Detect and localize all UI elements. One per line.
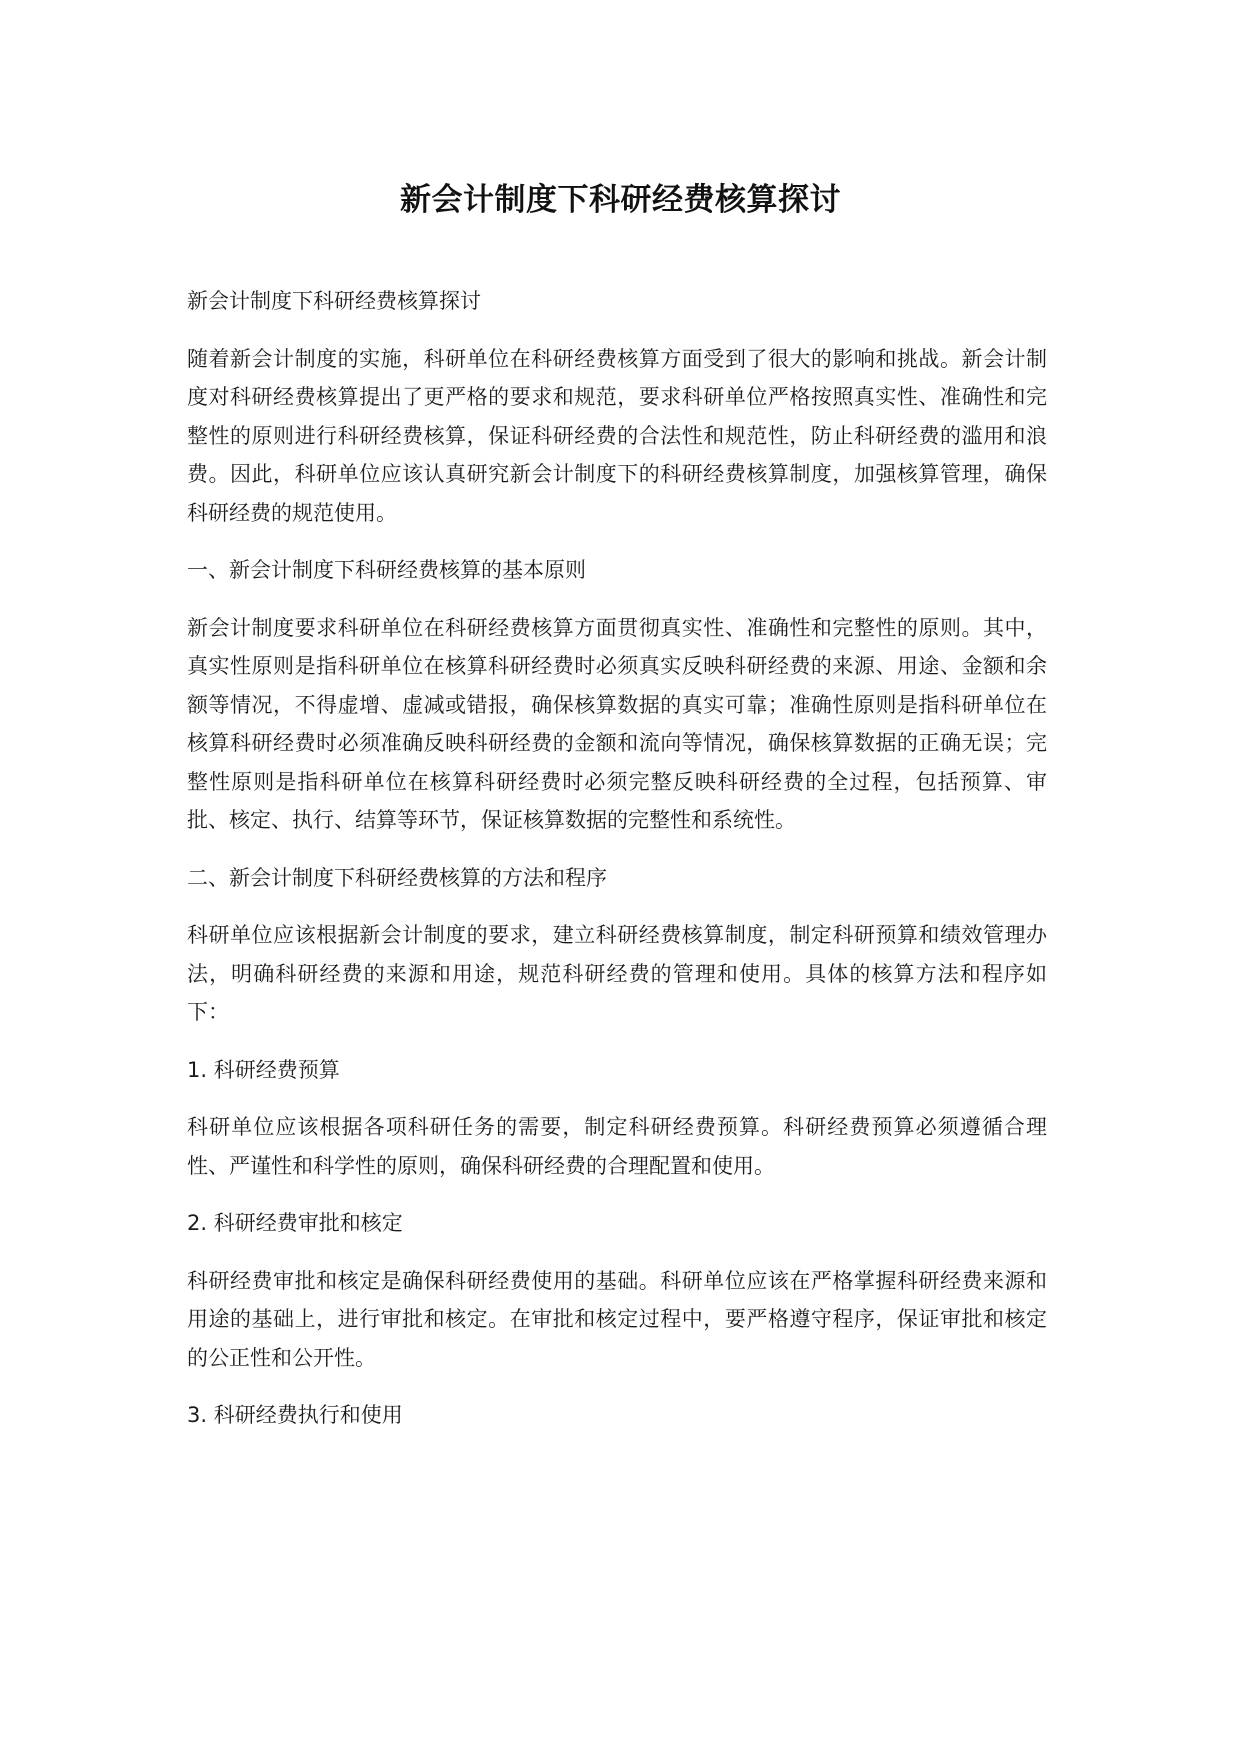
item-3-heading: 3. 科研经费执行和使用 <box>187 1403 403 1427</box>
document-body <box>187 282 1047 1454</box>
item-1-paragraph: 科研单位应该根据各项科研任务的需要，制定科研经费预算。科研经费预算必须遵循合理性、严谨性和科学性的原则，确保科研经费的合理配置和使用。 <box>187 1115 1047 1178</box>
section-1-heading: 一、新会计制度下科研经费核算的基本原则 <box>187 558 586 582</box>
section-2-paragraph: 科研单位应该根据新会计制度的要求，建立科研经费核算制度，制定科研预算和绩效管理办法，明确科研经费的来源和用途，规范科研经费的管理和使用。具体的核算方法和程序如下： <box>187 923 1047 1024</box>
document-title: 新会计制度下科研经费核算探讨 <box>400 182 841 218</box>
section-2-heading: 二、新会计制度下科研经费核算的方法和程序 <box>187 865 607 890</box>
item-2-paragraph: 科研经费审批和核定是确保科研经费使用的基础。科研单位应该在严格掌握科研经费来源和用途的基础上，进行审批和核定。在审批和核定过程中，要严格遵守程序，保证审批和核定的公正性和公开性。 <box>187 1268 1047 1370</box>
item-1-heading: 1. 科研经费预算 <box>187 1057 340 1082</box>
document-subtitle: 新会计制度下科研经费核算探讨 <box>187 289 481 313</box>
item-2-heading: 2. 科研经费审批和核定 <box>187 1211 403 1235</box>
section-1-paragraph: 新会计制度要求科研单位在科研经费核算方面贯彻真实性、准确性和完整性的原则。其中，真实性原则是指科研单位在核算科研经费时必须真实反映科研经费的来源、用途、金额和余额等情况，不得虚增、虚减或错报，确保核算数据的真实可靠；准确性原则是指科研单位在核算科研经费时必须准确反映科研经费的金额和流向等情况，确保核算数据的正确无误；完整性原则是指科研单位在核算科研经费时必须完整反映科研经费的全过程，包括预算、审批、核定、执行、结算等环节，保证核算数据的完整性和系统性。 <box>187 615 1047 832</box>
intro-paragraph: 随着新会计制度的实施，科研单位在科研经费核算方面受到了很大的影响和挑战。新会计制度对科研经费核算提出了更严格的要求和规范，要求科研单位严格按照真实性、准确性和完整性的原则进行科研经费核算，保证科研经费的合法性和规范性，防止科研经费的滥用和浪费。因此，科研单位应该认真研究新会计制度下的科研经费核算制度，加强核算管理，确保科研经费的规范使用。 <box>187 346 1047 525</box>
